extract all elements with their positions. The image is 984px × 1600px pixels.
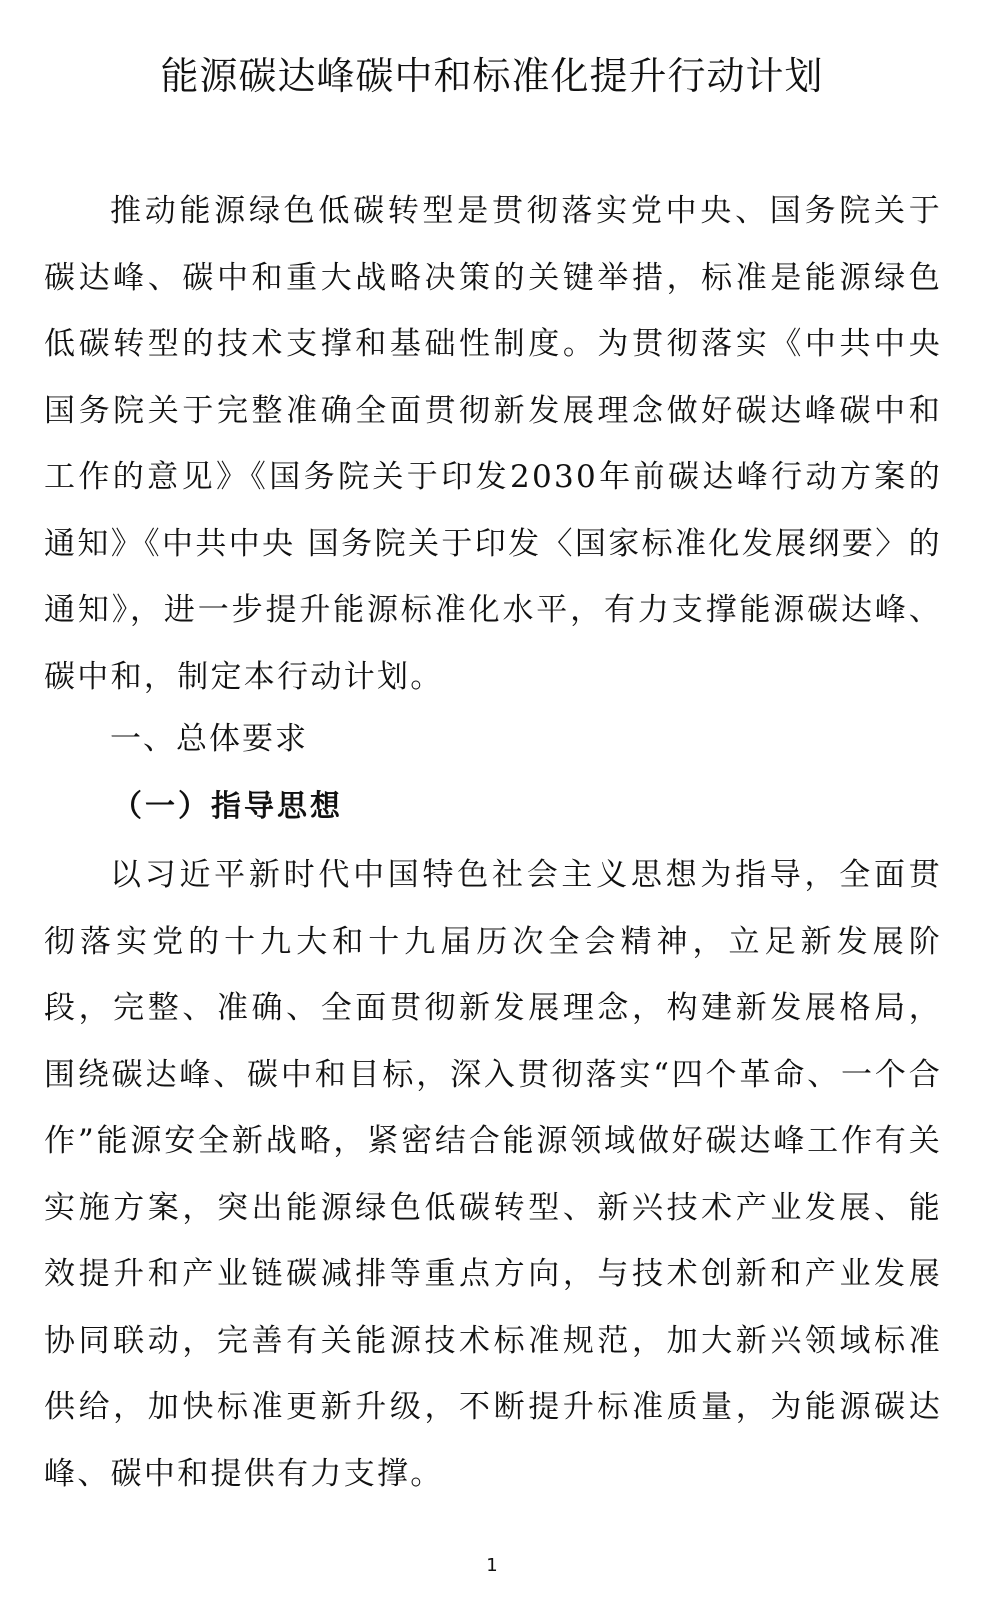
intro-paragraph: 推动能源绿色低碳转型是贯彻落实党中央、国务院关于碳达峰、碳中和重大战略决策的关键举措，标准是能源绿色低碳转型的技术支撑和基础性制度。为贯彻落实《中共中央国务院关于完整准确全面贯彻新发展理念做好碳达峰碳中和工作的意见》《国务院关于印发2030年前碳达峰行动方案的通知》《中共中央 国务院关于印发〈国家标准化发展纲要〉的通知》，进一步提升能源标准化水平，有力支撑能源碳达峰、碳中和，制定本行动计划。 <box>44 193 942 695</box>
section-heading: 一、总体要求 <box>110 721 308 757</box>
document-title: 能源碳达峰碳中和标准化提升行动计划 <box>160 54 824 98</box>
guiding-paragraph: 以习近平新时代中国特色社会主义思想为指导，全面贯彻落实党的十九大和十九届历次全会精神，立足新发展阶段，完整、准确、全面贯彻新发展理念，构建新发展格局，围绕碳达峰、碳中和目标，深入贯彻落实“四个革命、一个合作”能源安全新战略，紧密结合能源领域做好碳达峰工作有关实施方案，突出能源绿色低碳转型、新兴技术产业发展、能效提升和产业链碳减排等重点方向，与技术创新和产业发展协同联动，完善有关能源技术标准规范，加大新兴领域标准供给，加快标准更新升级，不断提升标准质量，为能源碳达峰、碳中和提供有力支撑。 <box>44 857 942 1492</box>
subsection-heading: （一）指导思想 <box>112 789 343 824</box>
page-number: 1 <box>486 1555 498 1576</box>
